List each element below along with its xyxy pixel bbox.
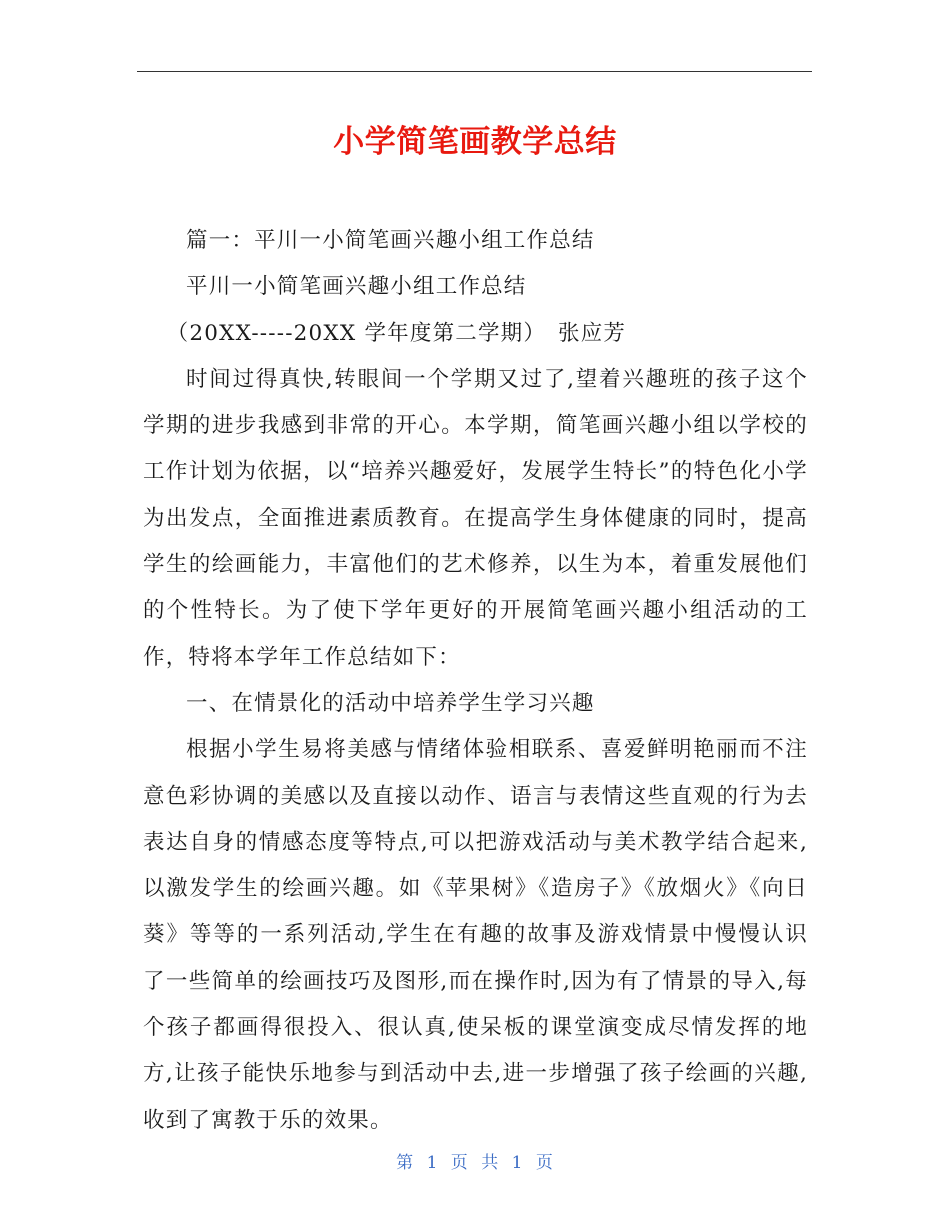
report-title: 平川一小简笔画兴趣小组工作总结 xyxy=(186,274,527,300)
footer-label-total-unit: 页 xyxy=(535,1153,554,1173)
page-footer xyxy=(0,1150,950,1176)
footer-label-page: 第 xyxy=(396,1153,415,1173)
footer-total-pages: 1 xyxy=(511,1153,524,1173)
footer-current-page: 1 xyxy=(426,1153,439,1173)
document-title: 小学简笔画教学总结 xyxy=(333,124,617,160)
footer-label-total: 共 xyxy=(481,1153,500,1173)
header-rule xyxy=(137,71,812,72)
subsection-heading: 一、在情景化的活动中培养学生学习兴趣 xyxy=(186,690,595,716)
body-paragraph: 根据小学生易将美感与情绪体验相联系、喜爱鲜明艳丽而不注意色彩协调的美感以及直接以动作、语言与表情这些直观的行为去表达自身的情感态度等特点,可以把游戏活动与美术教学结合起来,以激发学生的绘画兴趣。如《苹果树》《造房子》《放烟火》《向日葵》等等的一系列活动,学生在有趣的故事及游戏情景中慢慢认识了一些简单的绘画技巧及图形,而在操作时,因为有了情景的导入,每个孩子都画得很投入、很认真,使呆板的课堂演变成尽情发挥的地方,让孩子能快乐地参与到活动中去,进一步增强了孩子绘画的兴趣,收到了寓教于乐的效果。 xyxy=(143,737,808,1133)
intro-paragraph: 时间过得真快,转眼间一个学期又过了,望着兴趣班的孩子这个学期的进步我感到非常的开心。本学期，简笔画兴趣小组以学校的工作计划为依据，以“培养兴趣爱好，发展学生特长”的特色化小学为出发点，全面推进素质教育。在提高学生身体健康的同时，提高学生的绘画能力，丰富他们的艺术修养，以生为本，着重发展他们的个性特长。为了使下学年更好的开展简笔画兴趣小组活动的工作，特将本学年工作总结如下： xyxy=(143,366,808,670)
report-term-author: （20XX-----20XX 学年度第二学期） 张应芳 xyxy=(166,320,627,346)
footer-label-page-unit: 页 xyxy=(450,1153,469,1173)
document-body xyxy=(143,218,808,1144)
section-heading: 篇一：平川一小简笔画兴趣小组工作总结 xyxy=(186,228,595,253)
